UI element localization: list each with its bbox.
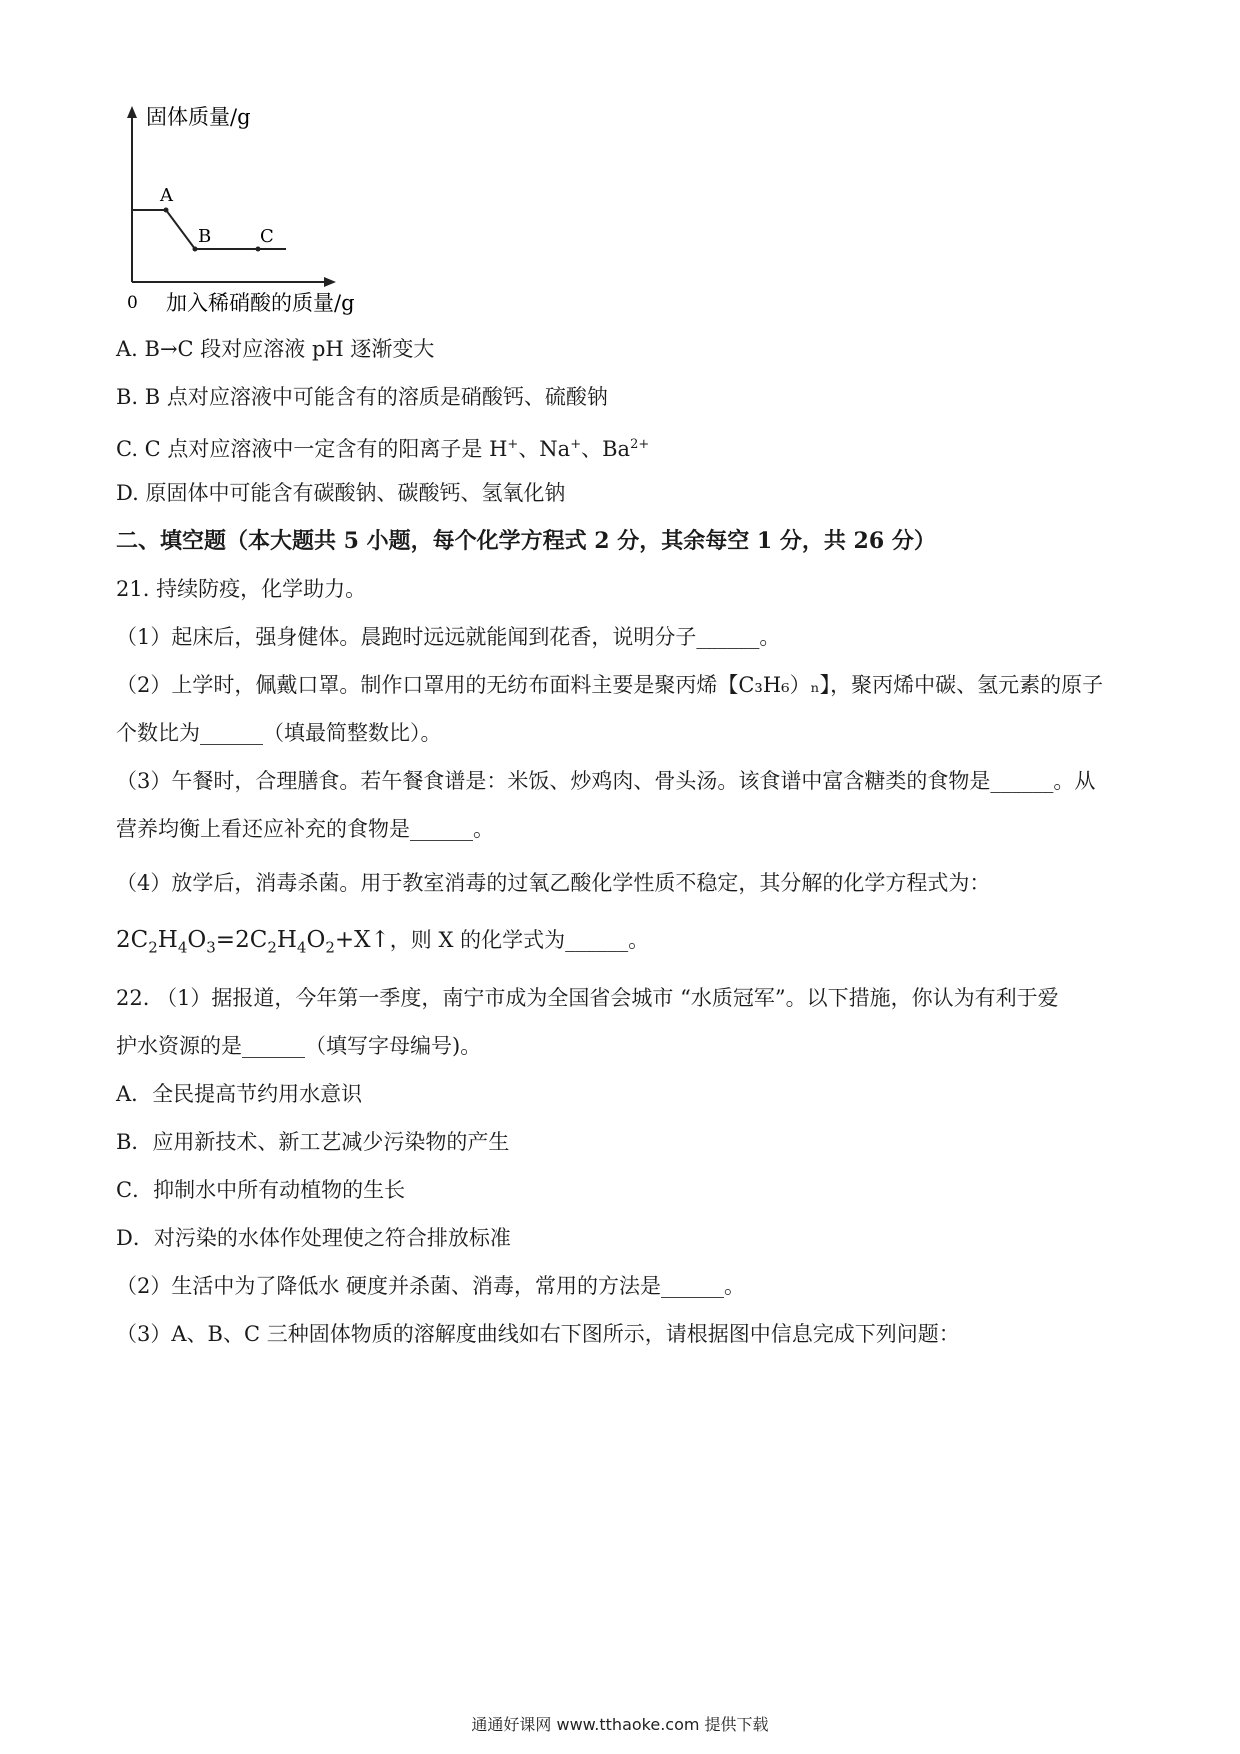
q20-option-b: B. B 点对应溶液中可能含有的溶质是硝酸钙、硫酸钠 — [116, 385, 608, 409]
q22-part2: （2）生活中为了降低水 硬度并杀菌、消毒，常用的方法是______。 — [116, 1274, 746, 1298]
q22-part1-line1: 22. （1）据报道，今年第一季度，南宁市成为全国省会城市 “水质冠军”。以下措施，你认为有利于爱 — [116, 986, 1059, 1010]
origin-label: 0 — [127, 293, 138, 313]
q21-stem: 21. 持续防疫，化学助力。 — [116, 577, 367, 601]
charge-na: + — [570, 437, 582, 452]
q21-part3-line1: （3）午餐时，合理膳食。若午餐食谱是：米饭、炒鸡肉、骨头汤。该食谱中富含糖类的食物是______。从 — [116, 769, 1096, 793]
x-axis-label: 加入稀硝酸的质量/g — [166, 291, 355, 315]
q22-part1-line2: 护水资源的是______（填写字母编号)。 — [116, 1034, 482, 1058]
q22-option-b: B．应用新技术、新工艺减少污染物的产生 — [116, 1130, 510, 1154]
point-c-label: C — [260, 226, 274, 247]
q20-option-c-ba: 、Ba — [581, 437, 631, 461]
q22-option-c: C．抑制水中所有动植物的生长 — [116, 1178, 406, 1202]
decomposition-equation — [116, 925, 649, 963]
equation-formula: $2C_2H_4O_3=2C_2H_4O_2+X↑$ — [116, 927, 390, 957]
q22-option-a: A．全民提高节约用水意识 — [116, 1082, 363, 1106]
q22-option-d: D．对污染的水体作处理使之符合排放标准 — [116, 1226, 511, 1250]
q21-part3-line2: 营养均衡上看还应补充的食物是______。 — [116, 817, 494, 841]
q21-part4: （4）放学后，消毒杀菌。用于教室消毒的过氧乙酸化学性质不稳定，其分解的化学方程式为： — [116, 871, 991, 895]
point-b-dot — [193, 247, 198, 252]
charge-ba: 2+ — [630, 437, 650, 452]
q22-part3: （3）A、B、C 三种固体物质的溶解度曲线如右下图所示，请根据图中信息完成下列问题： — [116, 1322, 960, 1346]
point-a-label: A — [160, 185, 173, 206]
charge-h: + — [507, 437, 519, 452]
q20-option-c-text: C. C 点对应溶液中一定含有的阳离子是 H — [116, 437, 508, 461]
y-axis-arrow — [127, 106, 137, 118]
y-axis-label: 固体质量/g — [146, 105, 251, 129]
q20-option-c — [116, 430, 649, 464]
point-b-label: B — [198, 226, 212, 247]
q21-part2-line1: （2）上学时，佩戴口罩。制作口罩用的无纺布面料主要是聚丙烯【C₃H₆）ₙ】，聚丙烯中碳、氢元素的原子 — [116, 673, 1104, 697]
section-title: 二、填空题（本大题共 5 小题，每个化学方程式 2 分，其余每空 1 分，共 26 分） — [116, 528, 936, 554]
solid-mass-graph — [100, 100, 380, 320]
equation-question: ，则 X 的化学式为______。 — [389, 928, 650, 952]
page-footer: 通通好课网 www.tthaoke.com 提供下载 — [471, 1715, 769, 1734]
point-a-dot — [164, 208, 169, 213]
q20-option-c-na: 、Na — [518, 437, 571, 461]
q20-option-a: A. B→C 段对应溶液 pH 逐渐变大 — [116, 337, 435, 361]
q20-option-d: D. 原固体中可能含有碳酸钠、碳酸钙、氢氧化钠 — [116, 481, 566, 505]
x-axis-arrow — [324, 277, 336, 287]
point-c-dot — [256, 247, 261, 252]
q21-part1: （1）起床后，强身健体。晨跑时远远就能闻到花香，说明分子______。 — [116, 625, 781, 649]
q21-part2-line2: 个数比为______（填最简整数比）。 — [116, 721, 442, 745]
